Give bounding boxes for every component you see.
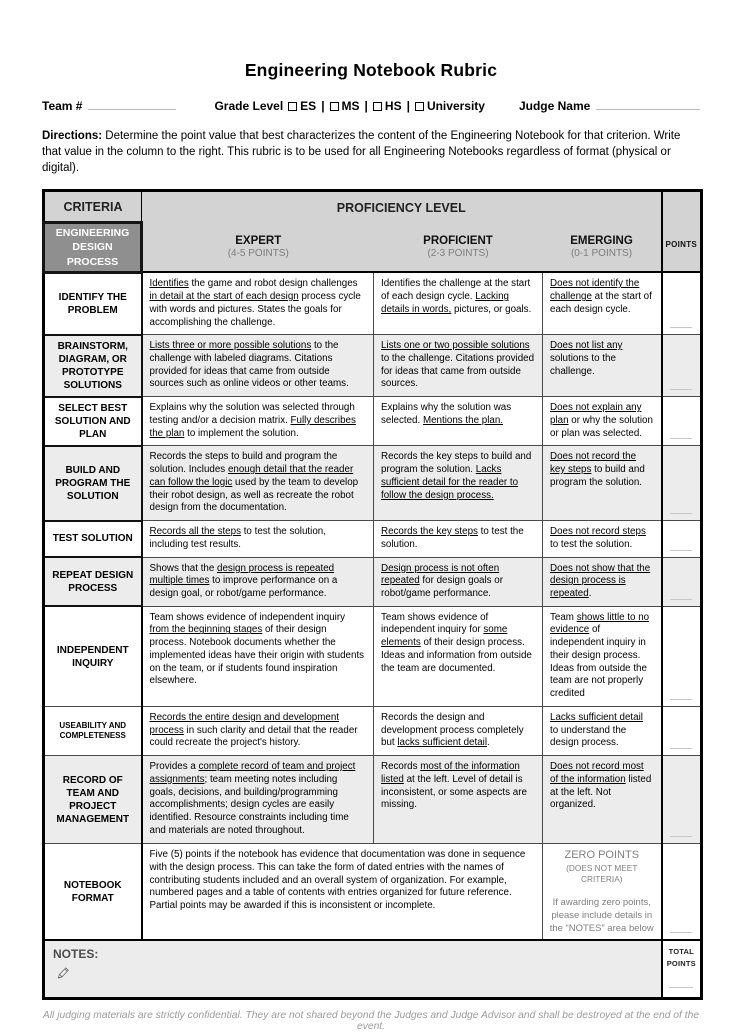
- rubric-table: [42, 189, 703, 1000]
- row-independent-inquiry: [44, 606, 702, 706]
- expert-cell: Records the steps to build and program the solution. Includes enough detail that the reader can follow the logic used by the team to develop their robot design, as well as recreate the robot design from the documentation.: [142, 446, 374, 521]
- row-identify-the-problem: [44, 272, 702, 334]
- points-blank[interactable]: [670, 550, 692, 551]
- row-brainstorm-solutions: [44, 335, 702, 397]
- notes-label: NOTES:: [53, 947, 99, 962]
- separator: |: [406, 99, 410, 113]
- proficient-cell: Records most of the information listed at the left. Level of detail is inconsistent, or some aspects are missing.: [374, 756, 543, 844]
- emerging-cell: Does not list any solutions to the challenge.: [543, 335, 662, 397]
- points-blank[interactable]: [670, 748, 692, 749]
- identification-line: [42, 98, 700, 113]
- points-blank[interactable]: [670, 599, 692, 600]
- proficiency-level-header: PROFICIENCY LEVEL: [142, 191, 662, 223]
- judge-name-field[interactable]: [596, 98, 700, 110]
- points-cell: [662, 606, 702, 706]
- row-useability-completeness: [44, 706, 702, 755]
- zero-points-cell: ZERO POINTS (DOES NOT MEET CRITERIA) If awarding zero points, please include details in the “NOTES” area below: [543, 844, 662, 941]
- directions: [42, 128, 700, 176]
- points-cell: [662, 844, 702, 941]
- points-blank[interactable]: [670, 836, 692, 837]
- points-cell: [662, 521, 702, 557]
- expert-cell: Explains why the solution was selected through testing and/or a decision matrix. Fully describes the plan to implement the solution.: [142, 397, 374, 446]
- points-header: POINTS: [662, 191, 702, 273]
- points-blank[interactable]: [670, 438, 692, 439]
- emerging-cell: Does not record steps to test the solution.: [543, 521, 662, 557]
- expert-header: EXPERT (4-5 POINTS): [142, 223, 374, 273]
- criterion-label: IDENTIFY THE PROBLEM: [44, 272, 142, 334]
- page-title: Engineering Notebook Rubric: [244, 60, 498, 80]
- grade-option-es: ES: [288, 99, 316, 113]
- total-points-cell: [662, 940, 702, 998]
- expert-cell: Provides a complete record of team and project assignments; team meeting notes including goals, decisions, and building/programming accomplishments; design cycles are easily identified. Resource constraints including time and materials are noted throughout.: [142, 756, 374, 844]
- emerging-cell: Does not record the key steps to build and program the solution.: [543, 446, 662, 521]
- proficient-cell: Lists one or two possible solutions to the challenge. Citations provided for ideas that came from outside sources.: [374, 335, 543, 397]
- total-points-blank[interactable]: [669, 987, 693, 988]
- pencil-icon: [55, 965, 71, 981]
- expert-cell: Lists three or more possible solutions to the challenge with labeled diagrams. Citations provided for ideas that came from outside sources such as online videos or other teams.: [142, 335, 374, 397]
- grade-level-label: Grade Level: [214, 99, 284, 113]
- separator: |: [364, 99, 368, 113]
- expert-cell: Records the entire design and development process in such clarity and detail that the reader could recreate the project's history.: [142, 706, 374, 755]
- criterion-label: BRAINSTORM, DIAGRAM, OR PROTOTYPE SOLUTIONS: [44, 335, 142, 397]
- points-cell: [662, 335, 702, 397]
- expert-cell: Records all the steps to test the solution, including test results.: [142, 521, 374, 557]
- judge-name-label: Judge Name: [518, 99, 591, 113]
- proficient-cell: Identifies the challenge at the start of each design cycle. Lacking details in words, pictures, or goals.: [374, 272, 543, 334]
- row-record-of-team-management: [44, 756, 702, 844]
- points-cell: [662, 706, 702, 755]
- points-cell: [662, 397, 702, 446]
- rubric-header: [44, 191, 702, 273]
- emerging-cell: Does not identify the challenge at the start of each design cycle.: [543, 272, 662, 334]
- notebook-format-description: Five (5) points if the notebook has evidence that documentation was done in sequence with the design process. This can take the form of dated entries with the names of contributing students included and an overall system of organization. For example, numbered pages and a table of contents with entries organized for future reference. Partial points may be awarded if this is inconsistent or incomplete.: [142, 844, 543, 941]
- emerging-cell: Does not record most of the information listed at the left. Not organized.: [543, 756, 662, 844]
- emerging-cell: Lacks sufficient detail to understand the design process.: [543, 706, 662, 755]
- team-number-label: Team #: [42, 99, 83, 113]
- grade-level-group: [214, 99, 485, 113]
- checkbox-es-icon[interactable]: [288, 102, 297, 111]
- grade-option-ms: MS: [330, 99, 360, 113]
- checkbox-university-icon[interactable]: [415, 102, 424, 111]
- points-cell: [662, 756, 702, 844]
- expert-cell: Team shows evidence of independent inquiry from the beginning stages of their design process. Notebook documents whether the implemented ideas have their origin with students on the team, or if students found inspiration elsewhere.: [142, 606, 374, 706]
- row-select-best-solution: [44, 397, 702, 446]
- proficient-cell: Explains why the solution was selected. Mentions the plan.: [374, 397, 543, 446]
- criterion-label: TEST SOLUTION: [44, 521, 142, 557]
- directions-text: Determine the point value that best characterizes the content of the Engineering Notebook for that criterion. Write that value in the column to the right. This rubric is to be used for all Engineering Notebooks regardless of format (physical or digital).: [42, 130, 681, 175]
- row-test-solution: [44, 521, 702, 557]
- proficient-header: PROFICIENT (2-3 POINTS): [374, 223, 543, 273]
- total-points-label: TOTAL POINTS: [666, 947, 696, 969]
- emerging-cell: Does not explain any plan or why the solution or plan was selected.: [543, 397, 662, 446]
- emerging-cell: Does not show that the design process is repeated.: [543, 557, 662, 606]
- row-build-and-program: [44, 446, 702, 521]
- criterion-label: NOTEBOOK FORMAT: [44, 844, 142, 941]
- checkbox-hs-icon[interactable]: [373, 102, 382, 111]
- criterion-label: REPEAT DESIGN PROCESS: [44, 557, 142, 606]
- criterion-label: BUILD AND PROGRAM THE SOLUTION: [44, 446, 142, 521]
- grade-option-university: University: [415, 99, 485, 113]
- row-repeat-design-process: [44, 557, 702, 606]
- criterion-label: INDEPENDENT INQUIRY: [44, 606, 142, 706]
- engineering-design-process-header: ENGINEERING DESIGN PROCESS: [44, 223, 142, 273]
- points-blank[interactable]: [670, 699, 692, 700]
- checkbox-ms-icon[interactable]: [330, 102, 339, 111]
- proficient-cell: Records the key steps to test the solution.: [374, 521, 543, 557]
- expert-cell: Shows that the design process is repeated multiple times to improve performance on a design goal, or robot/game performance.: [142, 557, 374, 606]
- criteria-header: CRITERIA: [44, 191, 142, 223]
- directions-label: Directions:: [42, 130, 103, 142]
- judge-name-group: [519, 98, 700, 113]
- points-blank[interactable]: [670, 389, 692, 390]
- proficient-cell: Records the design and development process completely but lacks sufficient detail.: [374, 706, 543, 755]
- notes-area[interactable]: [44, 940, 662, 998]
- points-blank[interactable]: [670, 327, 692, 328]
- points-blank[interactable]: [670, 513, 692, 514]
- criterion-label: RECORD OF TEAM AND PROJECT MANAGEMENT: [44, 756, 142, 844]
- emerging-cell: Team shows little to no evidence of independent inquiry in their design process. Ideas from outside the team are not properly credited: [543, 606, 662, 706]
- emerging-header: EMERGING (0-1 POINTS): [543, 223, 662, 273]
- proficient-cell: Records the key steps to build and program the solution. Lacks sufficient detail for the reader to follow the design process.: [374, 446, 543, 521]
- notes-row: [44, 940, 702, 998]
- criterion-label: USEABILITY AND COMPLETENESS: [44, 706, 142, 755]
- points-blank[interactable]: [670, 932, 692, 933]
- team-number-field[interactable]: [88, 98, 176, 110]
- points-cell: [662, 272, 702, 334]
- points-cell: [662, 557, 702, 606]
- row-notebook-format: [44, 844, 702, 941]
- criterion-label: SELECT BEST SOLUTION AND PLAN: [44, 397, 142, 446]
- confidentiality-note: All judging materials are strictly confidential. They are not shared beyond the Judges and Judge Advisor and shall be destroyed at the end of the event.: [42, 1009, 700, 1032]
- separator: |: [321, 99, 325, 113]
- grade-option-hs: HS: [373, 99, 402, 113]
- points-cell: [662, 446, 702, 521]
- expert-cell: Identifies the game and robot design challenges in detail at the start of each design process cycle with words and pictures. States the goals for accomplishing the challenge.: [142, 272, 374, 334]
- proficient-cell: Team shows evidence of independent inquiry for some elements of their design process. Ideas and information from outside the team are documented.: [374, 606, 543, 706]
- proficient-cell: Design process is not often repeated for design goals or robot/game performance.: [374, 557, 543, 606]
